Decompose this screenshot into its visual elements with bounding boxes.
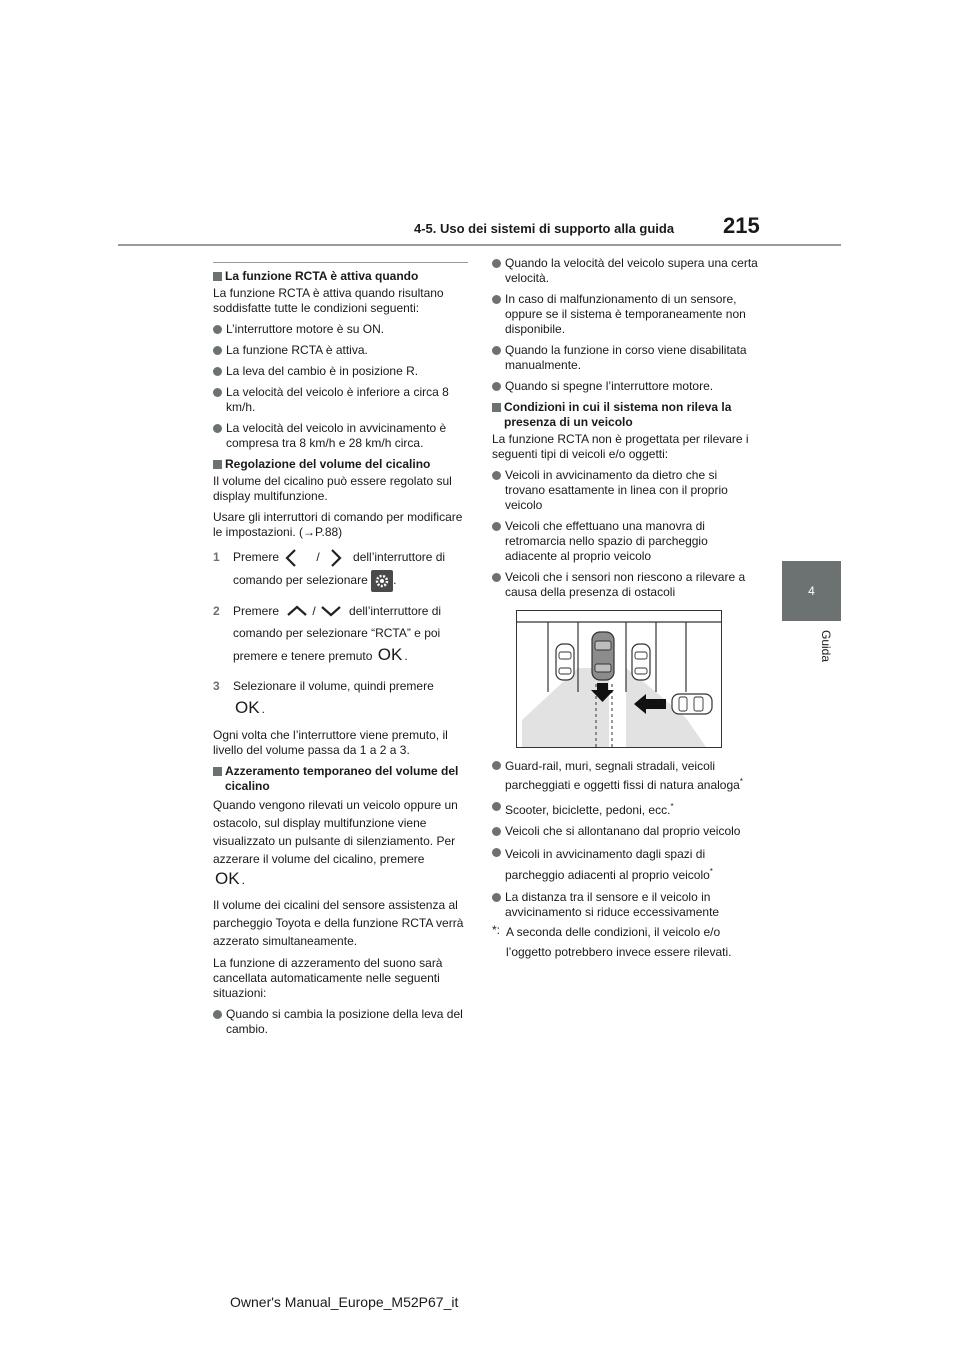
- list-item: L’interruttore motore è su ON.: [213, 322, 468, 337]
- footnote-mark: *:: [492, 923, 501, 937]
- step-text: Premere: [233, 550, 280, 564]
- step-number: 1: [213, 550, 220, 564]
- step-text: Selezionare il volume, quindi premere: [233, 678, 434, 693]
- list-item-text: Guard-rail, muri, segnali stradali, veicoli parcheggiati e oggetti fissi di natura analoga: [505, 759, 740, 792]
- left-column: [213, 262, 468, 1043]
- section-rule: [213, 262, 468, 263]
- list-item: Quando si cambia la posizione della leva del cambio.: [213, 1007, 468, 1037]
- paragraph: Il volume del cicalino può essere regolato sul display multifunzione.: [213, 474, 452, 503]
- paragraph: La funzione RCTA non è progettata per rilevare i seguenti tipi di veicoli e/o oggetti:: [492, 432, 749, 461]
- step-text: dell’interruttore di comando per selezionare: [233, 550, 446, 587]
- paragraph-mute: [213, 796, 468, 890]
- chevron-up-icon: [282, 602, 312, 620]
- list-item-text: Veicoli in avvicinamento dagli spazi di parcheggio adiacenti al proprio veicolo: [505, 847, 710, 882]
- list-item-text: Scooter, biciclette, pedoni, ecc.: [505, 803, 671, 817]
- separator: /: [312, 603, 316, 618]
- paragraph: Usare gli interruttori di comando per modificare le impostazioni. (→P.88): [213, 510, 463, 539]
- ok-icon: OK: [215, 868, 240, 888]
- period: .: [404, 648, 408, 663]
- list-item: Veicoli che i sensori non riescono a rilevare a causa della presenza di ostacoli: [492, 570, 758, 600]
- list-item: La funzione RCTA è attiva.: [213, 343, 468, 358]
- gear-icon: [371, 570, 393, 592]
- list-item: Quando la velocità del veicolo supera una certa velocità.: [492, 256, 758, 286]
- list-item: [492, 799, 758, 818]
- step-number: 3: [213, 678, 220, 693]
- footnote: [492, 922, 758, 962]
- paragraph: La funzione di azzeramento del suono sarà cancellata automaticamente nelle seguenti situazioni:: [213, 955, 443, 1000]
- step-number: 2: [213, 603, 220, 618]
- heading-rcta-active: La funzione RCTA è attiva quando: [213, 269, 468, 284]
- step-1: [213, 546, 468, 592]
- right-column: [492, 256, 758, 962]
- parking-diagram: [516, 610, 722, 748]
- heading-buzzer-volume: Regolazione del volume del cicalino: [213, 457, 468, 472]
- list-item: Quando si spegne l’interruttore motore.: [492, 379, 758, 394]
- list-item: [492, 758, 758, 793]
- page-number: 215: [723, 213, 760, 238]
- paragraph: Ogni volta che l’interruttore viene premuto, il livello del volume passa da 1 a 2 a 3.: [213, 727, 448, 757]
- chapter-tab: 4: [782, 561, 841, 621]
- paragraph: La funzione RCTA è attiva quando risultano soddisfatte tutte le condizioni seguenti:: [213, 286, 444, 315]
- parked-car-right-icon: [632, 644, 650, 680]
- paragraph: Il volume dei cicalini del sensore assistenza al parcheggio Toyota e della funzione RCTA verrà azzerato simultaneamente.: [213, 897, 464, 948]
- heading-not-detected: Condizioni in cui il sistema non rileva la presenza di un veicolo: [492, 400, 758, 430]
- step-text: Premere: [233, 603, 280, 618]
- list-item: La velocità del veicolo è inferiore a circa 8 km/h.: [213, 385, 468, 415]
- heading-buzzer-mute: Azzeramento temporaneo del volume del cicalino: [213, 764, 468, 794]
- step-2: [213, 600, 468, 667]
- period: .: [393, 572, 397, 587]
- approaching-car-icon: [672, 694, 712, 714]
- list-item: Veicoli che si allontanano dal proprio veicolo: [492, 824, 758, 839]
- list-item: In caso di malfunzionamento di un sensore, oppure se il sistema è temporaneamente non disponibile.: [492, 292, 758, 337]
- chevron-left-icon: [282, 547, 316, 569]
- period: .: [241, 872, 245, 887]
- section-title: 4-5. Uso dei sistemi di supporto alla guida: [414, 221, 675, 236]
- chapter-tab-label: Guida: [819, 630, 833, 663]
- step-3: [213, 675, 468, 720]
- list-item: Veicoli che effettuano una manovra di retromarcia nello spazio di parcheggio adiacente al proprio veicolo: [492, 519, 758, 564]
- ok-icon: OK: [235, 697, 260, 717]
- paragraph: Quando vengono rilevati un veicolo oppure un ostacolo, sul display multifunzione viene visualizzato un pulsante di silenziamento. Per azzerare il volume del cicalino, premere: [213, 797, 458, 866]
- asterisk: *: [709, 867, 713, 876]
- separator: /: [316, 550, 320, 564]
- period: .: [261, 701, 265, 716]
- own-car-icon: [592, 632, 614, 680]
- chevron-down-icon: [316, 602, 346, 620]
- asterisk: *: [739, 777, 743, 786]
- list-item: La velocità del veicolo in avvicinamento è compresa tra 8 km/h e 28 km/h circa.: [213, 421, 468, 451]
- list-item: Quando la funzione in corso viene disabilitata manualmente.: [492, 343, 758, 373]
- step-text: dell’interruttore di comando per selezionare “RCTA” e poi premere e tenere premuto: [233, 603, 442, 663]
- asterisk: *: [670, 802, 674, 811]
- ok-icon: OK: [377, 644, 403, 664]
- list-item: Veicoli in avvicinamento da dietro che si trovano esattamente in linea con il proprio veicolo: [492, 468, 758, 513]
- footnote-text: A seconda delle condizioni, il veicolo e/o l’oggetto potrebbero invece essere rilevati.: [506, 925, 732, 959]
- chevron-right-icon: [320, 547, 350, 569]
- header-rule: [118, 244, 841, 246]
- footer-doc-id: Owner's Manual_Europe_M52P67_it: [230, 1294, 459, 1310]
- list-item: [492, 845, 758, 884]
- list-item: La distanza tra il sensore e il veicolo in avvicinamento si riduce eccessivamente: [492, 890, 758, 920]
- list-item: La leva del cambio è in posizione R.: [213, 364, 468, 379]
- parked-car-left-icon: [556, 644, 574, 680]
